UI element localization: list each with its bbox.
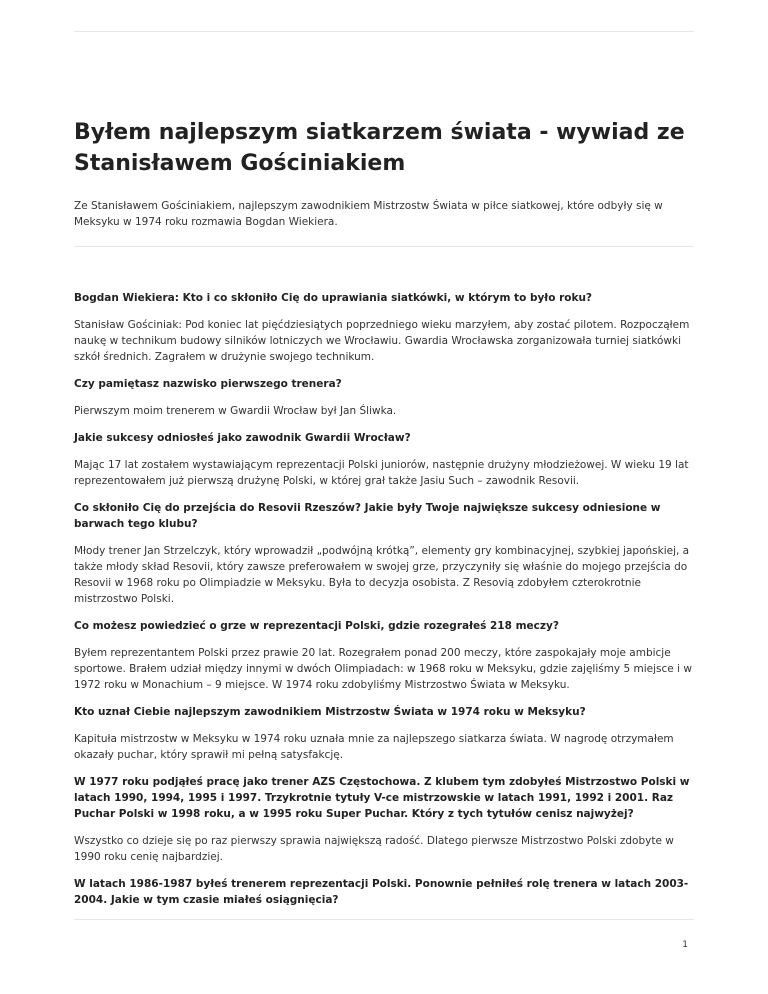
page-number: 1 [682,940,688,950]
question-3: Jakie sukcesy odniosłeś jako zawodnik Gwardii Wrocław? [74,432,411,444]
answer-7: Wszystko co dzieje się po raz pierwszy sprawia największą radość. Dlatego pierwsze Mistrzostwo Polski zdobyte w 1990 roku cenię najbardziej. [74,835,674,863]
footer-divider [74,919,694,920]
question-6: Kto uznał Ciebie najlepszym zawodnikiem Mistrzostw Świata w 1974 roku w Meksyku? [74,706,586,718]
article-lead: Ze Stanisławem Gościniakiem, najlepszym zawodnikiem Mistrzostw Świata w piłce siatkowej, które odbyły się w Meksyku w 1974 roku rozmawia Bogdan Wiekiera. [74,200,663,228]
lead-divider [74,246,694,247]
top-divider [74,31,694,32]
question-1: Bogdan Wiekiera: Kto i co skłoniło Cię do uprawiania siatkówki, w którym to było roku? [74,292,593,304]
answer-4: Młody trener Jan Strzelczyk, który wprowadził „podwójną krótką”, elementy gry kombinacyjnej, szybkiej japońskiej, a także młody skład Resovii, który zawsze preferowałem w swojej grze, przyczyniły się właśnie do mojego przejścia do Resovii w 1968 roku po Olimpiadzie w Meksyku. Była to decyzja osobista. Z Resovią zdobyłem czterokrotnie mistrzostwo Polski. [74,545,690,605]
question-8: W latach 1986-1987 byłeś trenerem reprezentacji Polski. Ponownie pełniłeś rolę trenera w latach 2003-2004. Jakie w tym czasie miałeś osiągnięcia? [74,878,689,906]
question-2: Czy pamiętasz nazwisko pierwszego trenera? [74,378,342,390]
question-7: W 1977 roku podjąłeś pracę jako trener AZS Częstochowa. Z klubem tym zdobyłeś Mistrzostwo Polski w latach 1990, 1994, 1995 i 1997. Trzykrotnie tytuły V-ce mistrzowskie w latach 1991, 1992 i 2001. Raz Puchar Polski w 1998 roku, a w 1995 roku Super Puchar. Który z tych tytułów cenisz najwyżej? [74,776,690,820]
question-5: Co możesz powiedzieć o grze w reprezentacji Polski, gdzie rozegrałeś 218 meczy? [74,620,559,632]
interview-content [74,290,694,919]
document-page [74,0,694,994]
answer-1: Stanisław Gościniak: Pod koniec lat pięćdziesiątych poprzedniego wieku marzyłem, aby zostać pilotem. Rozpocząłem naukę w technikum budowy silników lotniczych we Wrocławiu. Gwardia Wrocławska zorganizowała turniej siatkówki szkół średnich. Zagrałem w drużynie swojego technikum. [74,319,690,363]
answer-6: Kapituła mistrzostw w Meksyku w 1974 roku uznała mnie za najlepszego siatkarza świata. W nagrodę otrzymałem okazały puchar, który sprawił mi pełną satysfakcję. [74,733,674,761]
question-4: Co skłoniło Cię do przejścia do Resovii Rzeszów? Jakie były Twoje największe sukcesy odniesione w barwach tego klubu? [74,502,661,530]
answer-2: Pierwszym moim trenerem w Gwardii Wrocław był Jan Śliwka. [74,405,397,417]
answer-5: Byłem reprezentantem Polski przez prawie 20 lat. Rozegrałem ponad 200 meczy, które zaspokajały moje ambicje sportowe. Brałem udział między innymi w dwóch Olimpiadach: w 1968 roku w Meksyku, gdzie zajęliśmy 5 miejsce i w 1972 roku w Monachium – 9 miejsce. W 1974 roku zdobyliśmy Mistrzostwo Świata w Meksyku. [74,647,692,691]
answer-3: Mając 17 lat zostałem wystawiającym reprezentacji Polski juniorów, następnie drużyny młodzieżowej. W wieku 19 lat reprezentowałem już pierwszą drużynę Polski, w której grał także Jasiu Such – zawodnik Resovii. [74,459,689,487]
article-title: Byłem najlepszym siatkarzem świata - wywiad ze Stanisławem Gościniakiem [74,120,685,176]
